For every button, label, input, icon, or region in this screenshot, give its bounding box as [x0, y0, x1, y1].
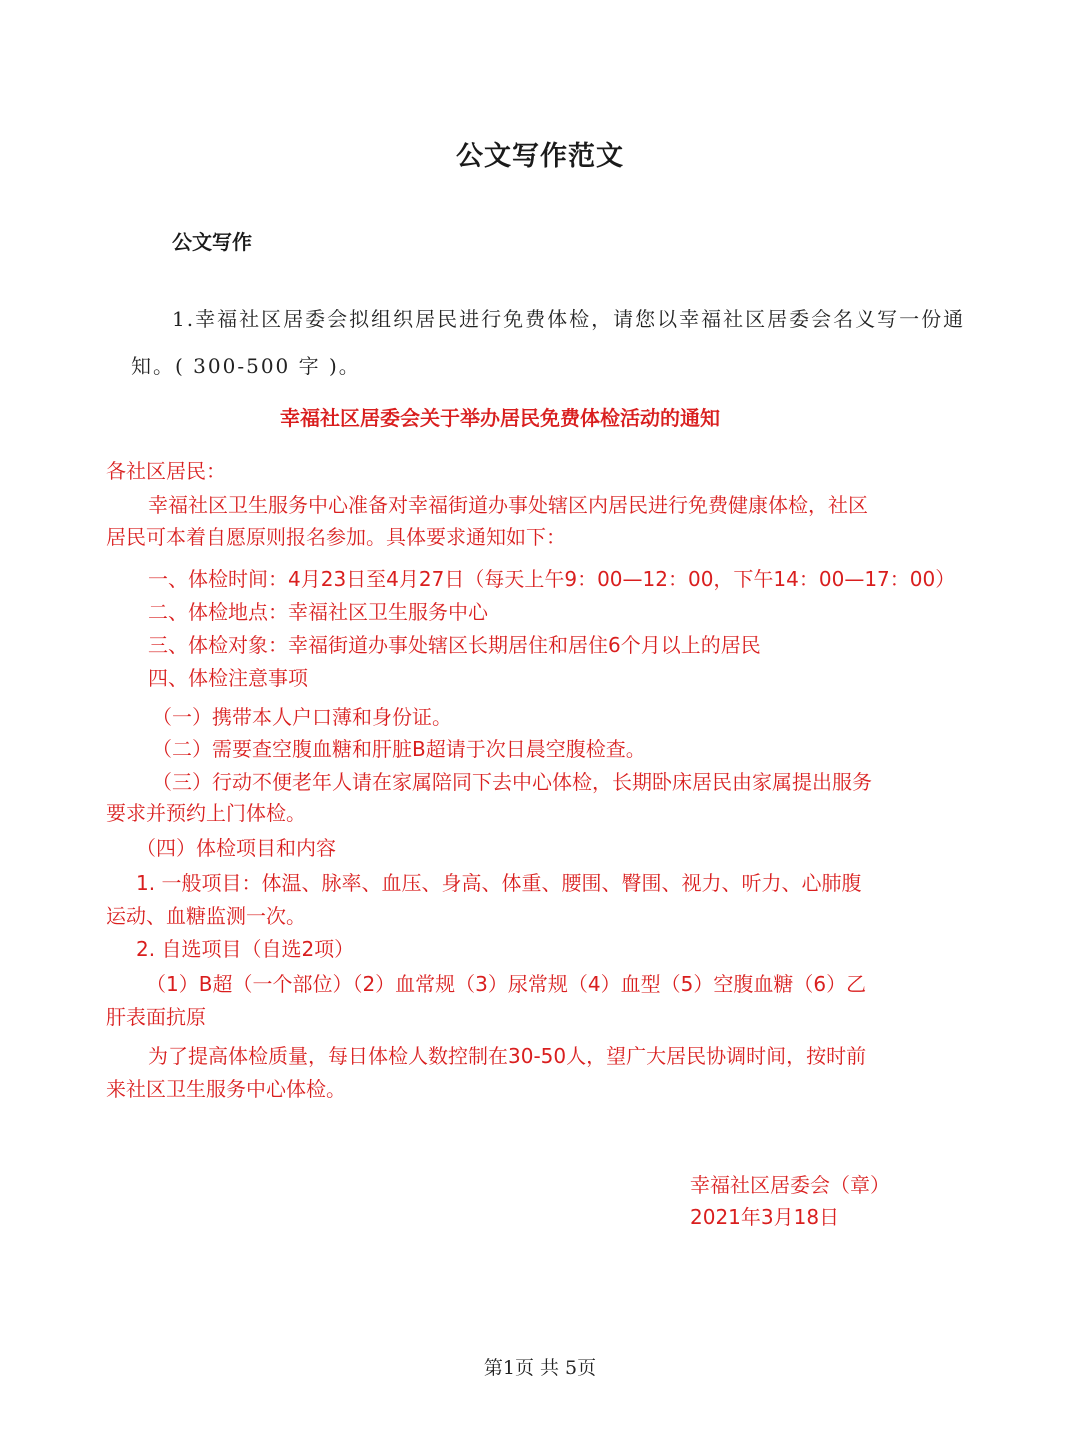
notice-salutation: 各社区居民：: [106, 459, 226, 483]
notice-optional-line-1: （1）B超（一个部位）（2）血常规（3）尿常规（4）血型（5）空腹血糖（6）乙: [146, 972, 867, 996]
notice-closing-line-1: 为了提高体检质量，每日体检人数控制在30-50人，望广大居民协调时间，按时前: [148, 1044, 867, 1068]
notice-item-time: 一、体检时间：4月23日至4月27日（每天上午9：00—12：00，下午14：00—17：00）: [148, 567, 956, 591]
notice-intro-line-2: 居民可本着自愿原则报名参加。具体要求通知如下：: [106, 525, 566, 549]
notice-general-line-1: 1. 一般项目：体温、脉率、血压、身高、体重、腰围、臀围、视力、听力、心肺腹: [136, 871, 862, 895]
section-heading: 公文写作: [172, 230, 252, 254]
notice-sub-3-line-1: （三）行动不便老年人请在家属陪同下去中心体检，长期卧床居民由家属提出服务: [152, 770, 872, 794]
notice-item-precautions: 四、体检注意事项: [148, 666, 308, 690]
notice-sub-2: （二）需要查空腹血糖和肝脏B超请于次日晨空腹检查。: [152, 737, 646, 761]
notice-intro-line-1: 幸福社区卫生服务中心准备对幸福街道办事处辖区内居民进行免费健康体检，社区: [148, 493, 868, 517]
question-line-1: 1.幸福社区居委会拟组织居民进行免费体检，请您以幸福社区居委会名义写一份通: [172, 307, 966, 331]
notice-general-line-2: 运动、血糖监测一次。: [106, 904, 306, 928]
notice-title: 幸福社区居委会关于举办居民免费体检活动的通知: [280, 406, 720, 430]
notice-item-target: 三、体检对象：幸福街道办事处辖区长期居住和居住6个月以上的居民: [148, 633, 761, 657]
page-title: 公文写作范文: [456, 141, 624, 172]
notice-optional-heading: 2. 自选项目（自选2项）: [136, 937, 355, 961]
notice-optional-line-2: 肝表面抗原: [106, 1005, 206, 1029]
notice-sub-1: （一）携带本人户口薄和身份证。: [152, 705, 452, 729]
signature-org: 幸福社区居委会（章）: [690, 1173, 890, 1197]
notice-closing-line-2: 来社区卫生服务中心体检。: [106, 1077, 346, 1101]
notice-sub-3-line-2: 要求并预约上门体检。: [106, 801, 306, 825]
notice-item-location: 二、体检地点：幸福社区卫生服务中心: [148, 600, 488, 624]
page-footer: 第1页 共 5页: [483, 1357, 597, 1379]
notice-sub-4: （四）体检项目和内容: [136, 836, 336, 860]
question-line-2: 知。( 300-500 字 )。: [131, 354, 361, 378]
signature-date: 2021年3月18日: [690, 1205, 840, 1229]
